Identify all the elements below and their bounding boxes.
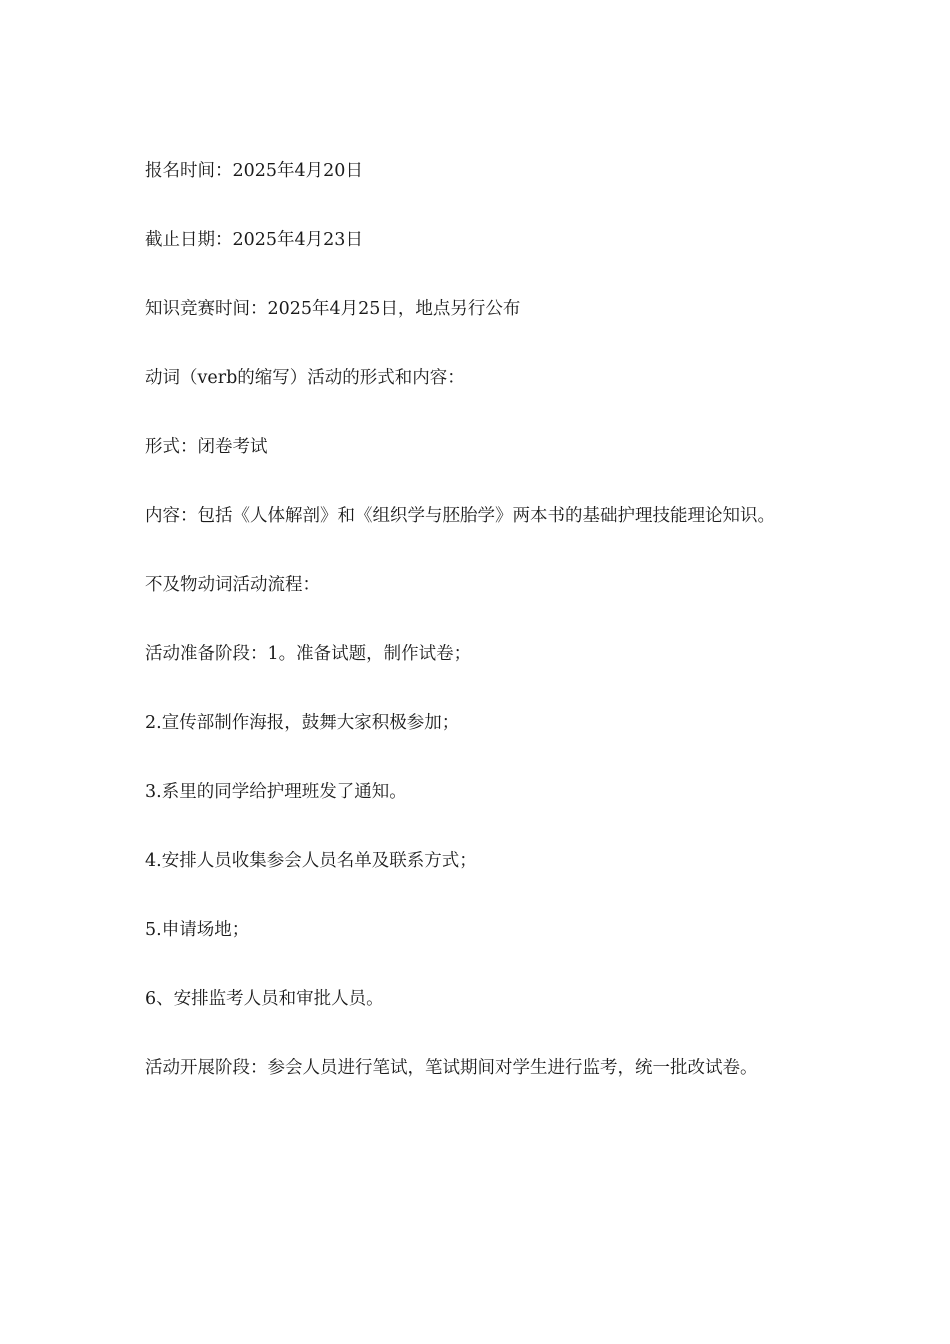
- preparation-step-3: 3.系里的同学给护理班发了通知。: [145, 782, 407, 802]
- deadline-date: 截止日期：2025年4月23日: [145, 230, 363, 250]
- activity-process-heading: 不及物动词活动流程：: [145, 575, 320, 595]
- preparation-step-5: 5.申请场地；: [145, 920, 250, 940]
- activity-form-heading: 动词（verb的缩写）活动的形式和内容：: [145, 368, 465, 388]
- execution-stage: 活动开展阶段：参会人员进行笔试，笔试期间对学生进行监考，统一批改试卷。: [145, 1058, 758, 1078]
- registration-time: 报名时间：2025年4月20日: [145, 161, 363, 181]
- preparation-step-6: 6、安排监考人员和审批人员。: [145, 989, 384, 1009]
- preparation-step-4: 4.安排人员收集参会人员名单及联系方式；: [145, 851, 477, 871]
- activity-form: 形式：闭卷考试: [145, 437, 268, 457]
- document-body: [145, 156, 825, 1122]
- contest-time: 知识竞赛时间：2025年4月25日，地点另行公布: [145, 299, 521, 319]
- preparation-step-2: 2.宣传部制作海报，鼓舞大家积极参加；: [145, 713, 460, 733]
- activity-content: 内容：包括《人体解剖》和《组织学与胚胎学》两本书的基础护理技能理论知识。: [145, 506, 775, 526]
- preparation-step-1: 活动准备阶段：1。准备试题，制作试卷；: [145, 644, 472, 664]
